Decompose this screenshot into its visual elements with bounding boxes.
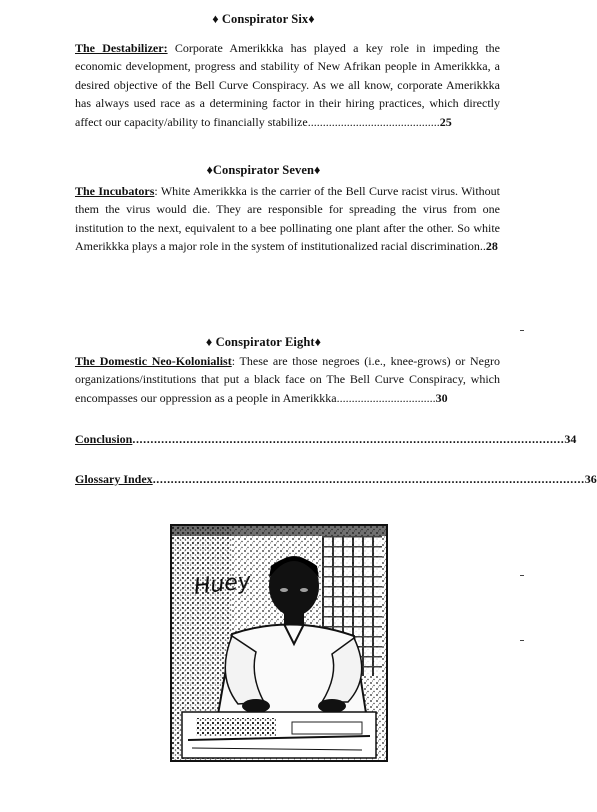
section-leader: .................................	[336, 390, 436, 405]
toc-page-number: 36	[584, 472, 597, 486]
portrait-image	[172, 526, 386, 760]
section-term: The Incubators	[75, 184, 155, 198]
scan-mark	[520, 575, 524, 576]
section-term: The Destabilizer:	[75, 41, 168, 55]
section-text: : White Amerikkka is the carrier of the Bell Curve racist virus. Without them the virus would die. They are responsible for spreading the virus from one institution to the next, equivalent to a bee pollinating one plant after the other. So white Amerikkka plays a major role in the system of institutionalized racial discrimination	[75, 184, 500, 254]
section-text: Corporate Amerikkka has played a key role in impeding the economic development, progress and stability of New Afrikan people in Amerikkka, a desired objective of the Bell Curve Conspiracy. As we all know, corporate Amerikkka has always used race as a determining factor in their hiring practices, which directly affect our capacity/ability to financially stabilize	[75, 41, 501, 129]
portrait-photo	[170, 524, 388, 762]
section-page-number: 25	[439, 114, 452, 129]
toc-leader: ........................................................................................................................	[132, 432, 565, 446]
handwritten-name: Huey	[192, 568, 253, 600]
section-leader: ..	[479, 239, 486, 254]
toc-entry-glossary-index	[75, 472, 597, 487]
toc-label: Conclusion	[75, 432, 133, 446]
section-body-conspirator-six	[75, 39, 500, 131]
toc-page-number: 34	[564, 432, 577, 446]
toc-leader: ........................................................................................................................	[152, 472, 585, 486]
section-text: : These are those negroes (i.e., knee-grows) or Negro organizations/institutions that put a black face on The Bell Curve Conspiracy, which encompasses our oppression as a people in Amerikkka	[75, 354, 500, 405]
section-body-conspirator-seven	[75, 182, 500, 256]
section-heading-conspirator-six: ♦ Conspirator Six♦	[212, 12, 315, 26]
toc-label: Glossary Index	[75, 472, 153, 486]
section-page-number: 28	[485, 239, 498, 254]
section-term: The Domestic Neo-Kolonialist	[75, 354, 232, 368]
section-page-number: 30	[435, 390, 448, 405]
scan-mark	[520, 330, 524, 331]
section-leader: ............................................	[307, 114, 440, 129]
scan-mark	[520, 640, 524, 641]
section-body-conspirator-eight	[75, 352, 500, 407]
section-heading-conspirator-seven: ♦Conspirator Seven♦	[206, 163, 321, 177]
section-heading-conspirator-eight: ♦ Conspirator Eight♦	[205, 335, 322, 349]
toc-entry-conclusion	[75, 432, 577, 447]
